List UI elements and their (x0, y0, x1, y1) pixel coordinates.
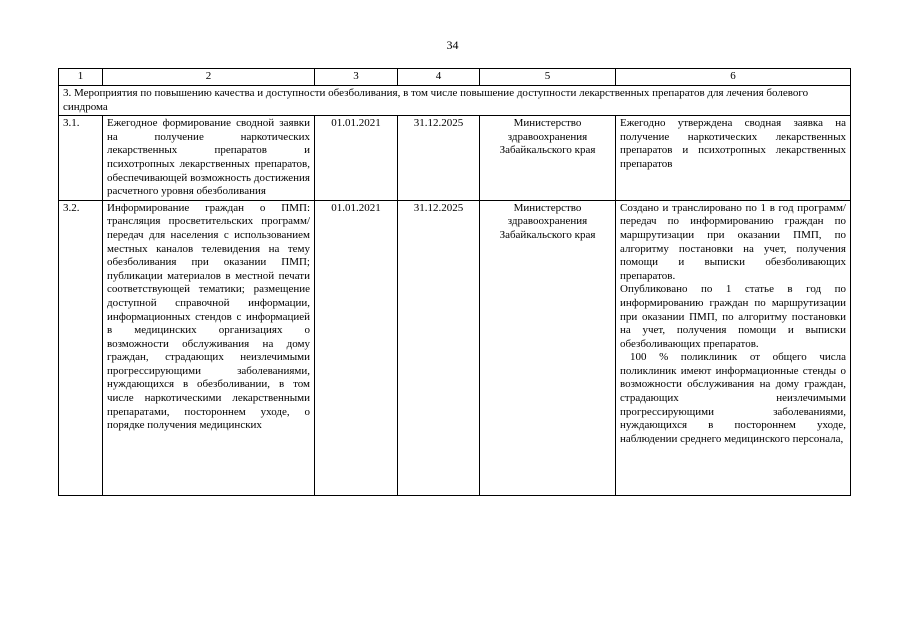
column-number-1: 1 (59, 69, 103, 86)
measures-table (58, 68, 851, 496)
result-cell (616, 200, 851, 495)
column-number-6: 6 (616, 69, 851, 86)
result-text (620, 202, 846, 494)
result-paragraph: Опубликовано по 1 статье в год по информированию граждан по маршрутизации при оказании ПМП, по алгоритму постановки на учет, получения помощи и выписки обезболивающих препаратов. (620, 283, 846, 350)
column-number-5: 5 (480, 69, 616, 86)
activity-cell: Ежегодное формирование сводной заявки на получение наркотических лекарственных препаратов и психотропных лекарственных препаратов, обеспечивающей возможность достижения расчетного уровня обезболивания (103, 116, 315, 201)
table-row (59, 200, 851, 495)
end-date-cell: 31.12.2025 (398, 116, 480, 201)
result-paragraph: 100 % поликлиник от общего числа поликлиник имеют информационные стенды о возможности обслуживания на дому граждан, страдающих неизлечимыми прогрессирующими заболеваниями, нуждающихся в постороннем уходе, наблюдении среднего медицинского персонала, (620, 351, 846, 445)
column-numbers-row (59, 69, 851, 86)
result-cell: Ежегодно утверждена сводная заявка на получение наркотических лекарственных препаратов и психотропных лекарственных препаратов (616, 116, 851, 201)
start-date-cell: 01.01.2021 (315, 200, 398, 495)
activity-text: Информирование граждан о ПМП: трансляция просветительских программ/передач для населения с использованием местных каналов телевидения на тему обезболивания при оказании ПМП; публикации материалов в местной печати соответствующей тематики; размещение доступной справочной информации, информационных стендов с информацией в медицинских организациях о возможности обслуживания на дому граждан, страдающих неизлечимыми прогрессирующими заболеваниями, нуждающихся в обезболивании, в том числе наркотическими лекарственными препаратами, постороннем уходе, о порядке получения медицинских (107, 201, 310, 432)
column-number-2: 2 (103, 69, 315, 86)
column-number-4: 4 (398, 69, 480, 86)
section-heading: 3. Мероприятия по повышению качества и доступности обезболивания, в том числе повышение доступности лекарственных препаратов для лечения болевого синдрома (59, 86, 851, 116)
row-number: 3.2. (59, 200, 103, 495)
activity-cell (103, 200, 315, 495)
result-paragraph: Создано и транслировано по 1 в год программ/передач по информированию граждан по маршрутизации при оказании ПМП, по алгоритму постановки на учет, получения помощи и выписки обезболивающих препаратов. (620, 201, 846, 282)
column-number-3: 3 (315, 69, 398, 86)
page-number: 34 (446, 38, 459, 52)
row-number: 3.1. (59, 116, 103, 201)
executor-cell: Министерство здравоохранения Забайкальского края (480, 116, 616, 201)
end-date-cell: 31.12.2025 (398, 200, 480, 495)
start-date-cell: 01.01.2021 (315, 116, 398, 201)
table-row (59, 116, 851, 201)
executor-cell: Министерство здравоохранения Забайкальского края (480, 200, 616, 495)
section-heading-row (59, 86, 851, 116)
